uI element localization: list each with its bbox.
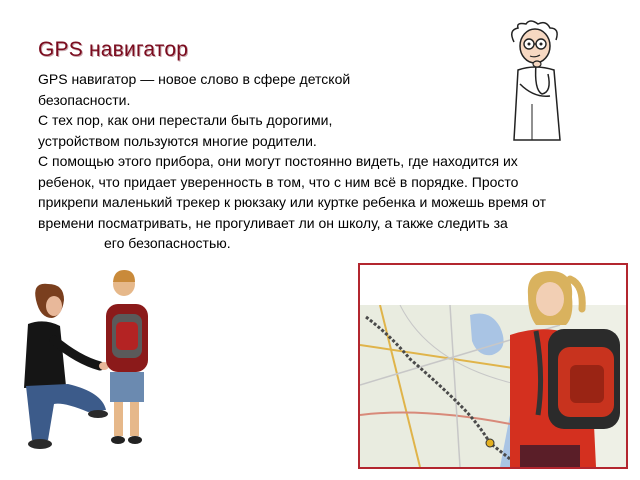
paragraph-affordable: [38, 110, 418, 151]
text-line: GPS навигатор — новое слово в сфере детской: [38, 71, 351, 87]
gps-map-illustration: [360, 265, 626, 467]
paragraph-usage: [38, 151, 638, 254]
slide-title: GPS навигатор: [38, 38, 189, 61]
text-line: С помощью этого прибора, они могут постоянно видеть, где находится их: [38, 153, 518, 169]
mother-child-photo: [14, 262, 174, 474]
text-line: ребенок, что придает уверенность в том, что с ним всё в порядке. Просто: [38, 173, 519, 190]
professor-illustration: [500, 20, 580, 148]
text-line: С тех пор, как они перестали быть дорогими,: [38, 112, 333, 128]
text-line: прикрепи маленький трекер к рюкзаку или куртке ребенка и можешь время от: [38, 194, 547, 210]
text-line: его безопасностью.: [104, 235, 231, 251]
text-line: устройством пользуются многие родители.: [38, 132, 317, 149]
map-girl-photo: [358, 263, 628, 469]
paragraph-intro: [38, 69, 418, 110]
text-line: времени посматривать, не прогуливает ли он школу, а также следить за: [38, 214, 508, 231]
text-line: безопасности.: [38, 91, 131, 108]
